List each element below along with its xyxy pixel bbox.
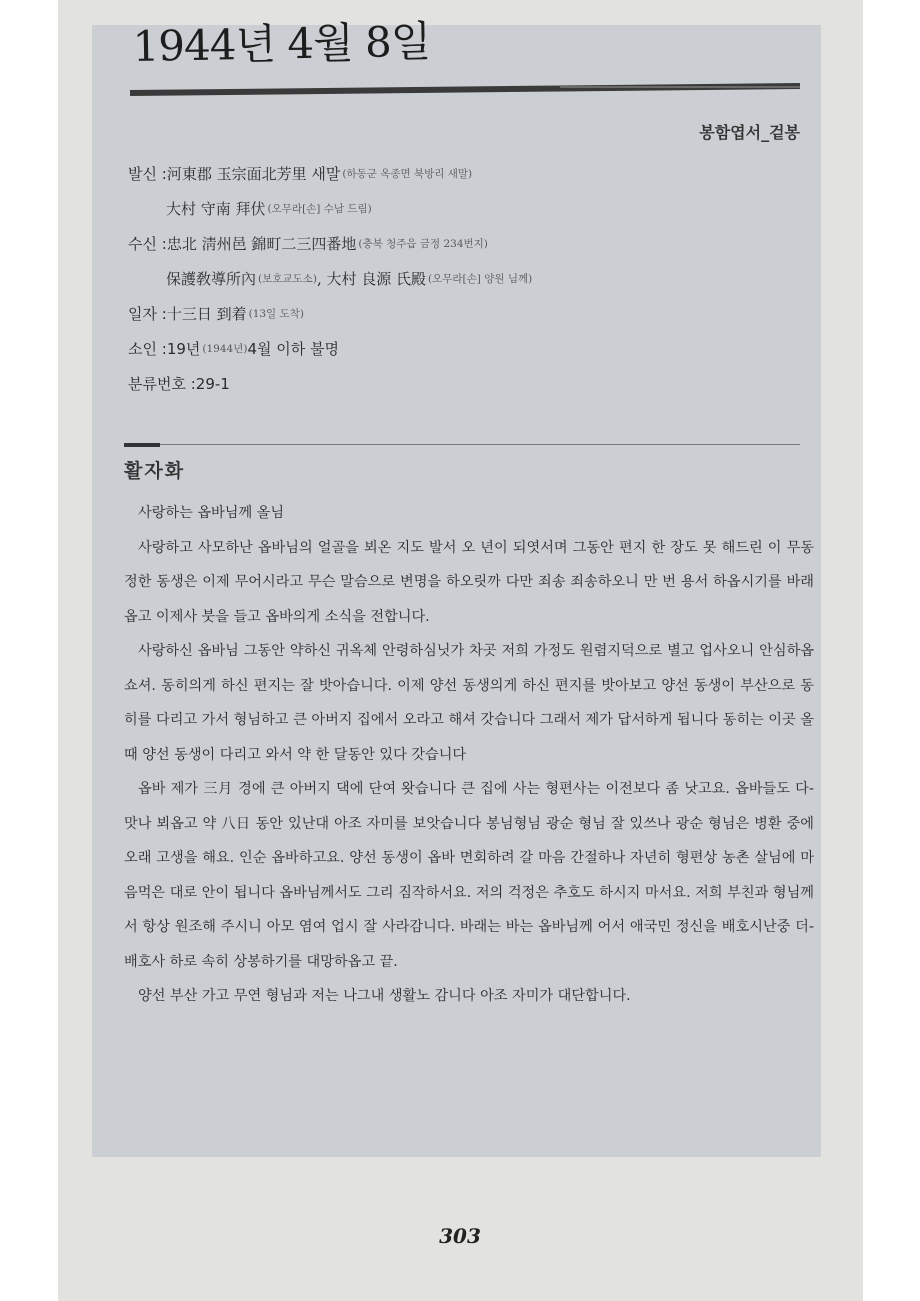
section-divider (124, 444, 800, 445)
page-title: 1944년 4월 8일 (132, 16, 431, 71)
date-note: (13일 도착) (248, 308, 304, 320)
postmark-rest: 4월 이하 불명 (247, 340, 339, 358)
receiver-address: 忠北 淸州邑 錦町二三四番地 (166, 235, 357, 253)
postmark-label: 소인 : (128, 340, 167, 358)
sender-address-note: (하동군 옥종면 북방리 새말) (342, 168, 473, 180)
receiver-name-note: (오무라[손] 양원 님께) (428, 273, 533, 285)
receiver-row (128, 226, 808, 261)
paragraph: 사랑하신 옵바님 그동안 약하신 귀옥체 안령하심닛가 차곳 저희 가정도 원렴지덕으로 별고 업사오니 안심하옵쇼셔. 동히의게 하신 편지는 잘 밧아습니다. 이제 양선 동생의게 하신 편지를 밧아보고 양선 동생이 부산으로 동히를 다리고 가서 형님하고 큰 아버지 집에서 오라고 해셔 갓습니다 그래서 제가 답서하게 됩니다 동히는 이곳 올 때 양선 동생이 다리고 와서 약 한 달동안 있다 갓습니다 (124, 643, 814, 763)
paragraph: 사랑하는 옵바님께 올님 (138, 505, 285, 521)
sender-address: 河東郡 玉宗面北芳里 새말 (166, 165, 341, 183)
section-divider-accent (124, 443, 160, 447)
sender-row (128, 156, 808, 191)
letter-metadata (128, 156, 808, 401)
date-row (128, 296, 808, 331)
receiver-institution-note: (보호교도소) (258, 273, 317, 285)
sender-name-row (128, 191, 808, 226)
sender-label: 발신 : (128, 165, 167, 183)
page-number: 303 (439, 1224, 481, 1248)
document-category: 봉함엽서_겉봉 (699, 123, 800, 142)
classification-row (128, 366, 808, 401)
paragraph: 양선 부산 가고 무연 형님과 저는 나그내 생활노 감니다 아조 자미가 대단합니다. (138, 988, 631, 1004)
receiver-institution: 保護敎導所內 (166, 270, 257, 288)
sender-name: 大村 守南 拜伏 (166, 200, 266, 218)
classification-label: 분류번호 : (128, 375, 196, 393)
receiver-name: , 大村 良源 氏殿 (316, 270, 427, 288)
receiver-address-note: (충북 청주읍 금정 234번지) (358, 238, 488, 250)
postmark-year: 19년 (166, 340, 201, 358)
sender-name-note: (오무라[손] 수남 드림) (267, 203, 372, 215)
paragraph: 사랑하고 사모하난 옵바님의 얼골을 뵈온 지도 발서 오 년이 되엿서며 그동안 편지 한 장도 못 해드린 이 무동정한 동생은 이제 무어시라고 무슨 말슴으로 변명을 하오릿까 다만 죄송 죄송하오니 만 번 용서 하옵시기를 바래옵고 이제사 붓을 들고 옵바의게 소식을 전합니다. (124, 539, 814, 625)
paragraph: 옵바 제가 三月 경에 큰 아버지 댁에 단여 왓습니다 큰 집에 사는 형편사는 이전보다 좀 낫고요. 옵바들도 다- 맛나 뵈옵고 약 八日 동안 있난대 아조 자미를 보앗습니다 봉님형님 광순 형님 잘 있쓰나 광순 형님은 병환 중에 오래 고생을 해요. 인순 옵바하고요. 양선 동생이 옵바 면회하려 갈 마음 간절하나 자년히 형편상 농촌 살님에 마음먹은 대로 안이 됩니다 옵바님께서도 그리 짐작하서요. 저의 걱정은 추호도 하시지 마서요. 저희 부친과 형님께서 항상 원조해 주시니 아모 염여 업시 잘 사라감니다. 바래는 바는 옵바님께 어서 애국민 정신을 배호시난중 더- 배호사 하로 속히 상봉하기를 대망하옵고 끝. (124, 781, 814, 970)
receiver-name-row (128, 261, 808, 296)
date-label: 일자 : (128, 305, 167, 323)
date-value: 十三日 到着 (166, 305, 247, 323)
section-title: 활자화 (124, 460, 186, 482)
title-underline-thin (560, 86, 800, 88)
transcription-body (124, 496, 814, 1014)
postmark-row (128, 331, 808, 366)
receiver-label: 수신 : (128, 235, 167, 253)
classification-value: 29-1 (195, 374, 230, 393)
postmark-note: (1944년) (202, 343, 248, 355)
